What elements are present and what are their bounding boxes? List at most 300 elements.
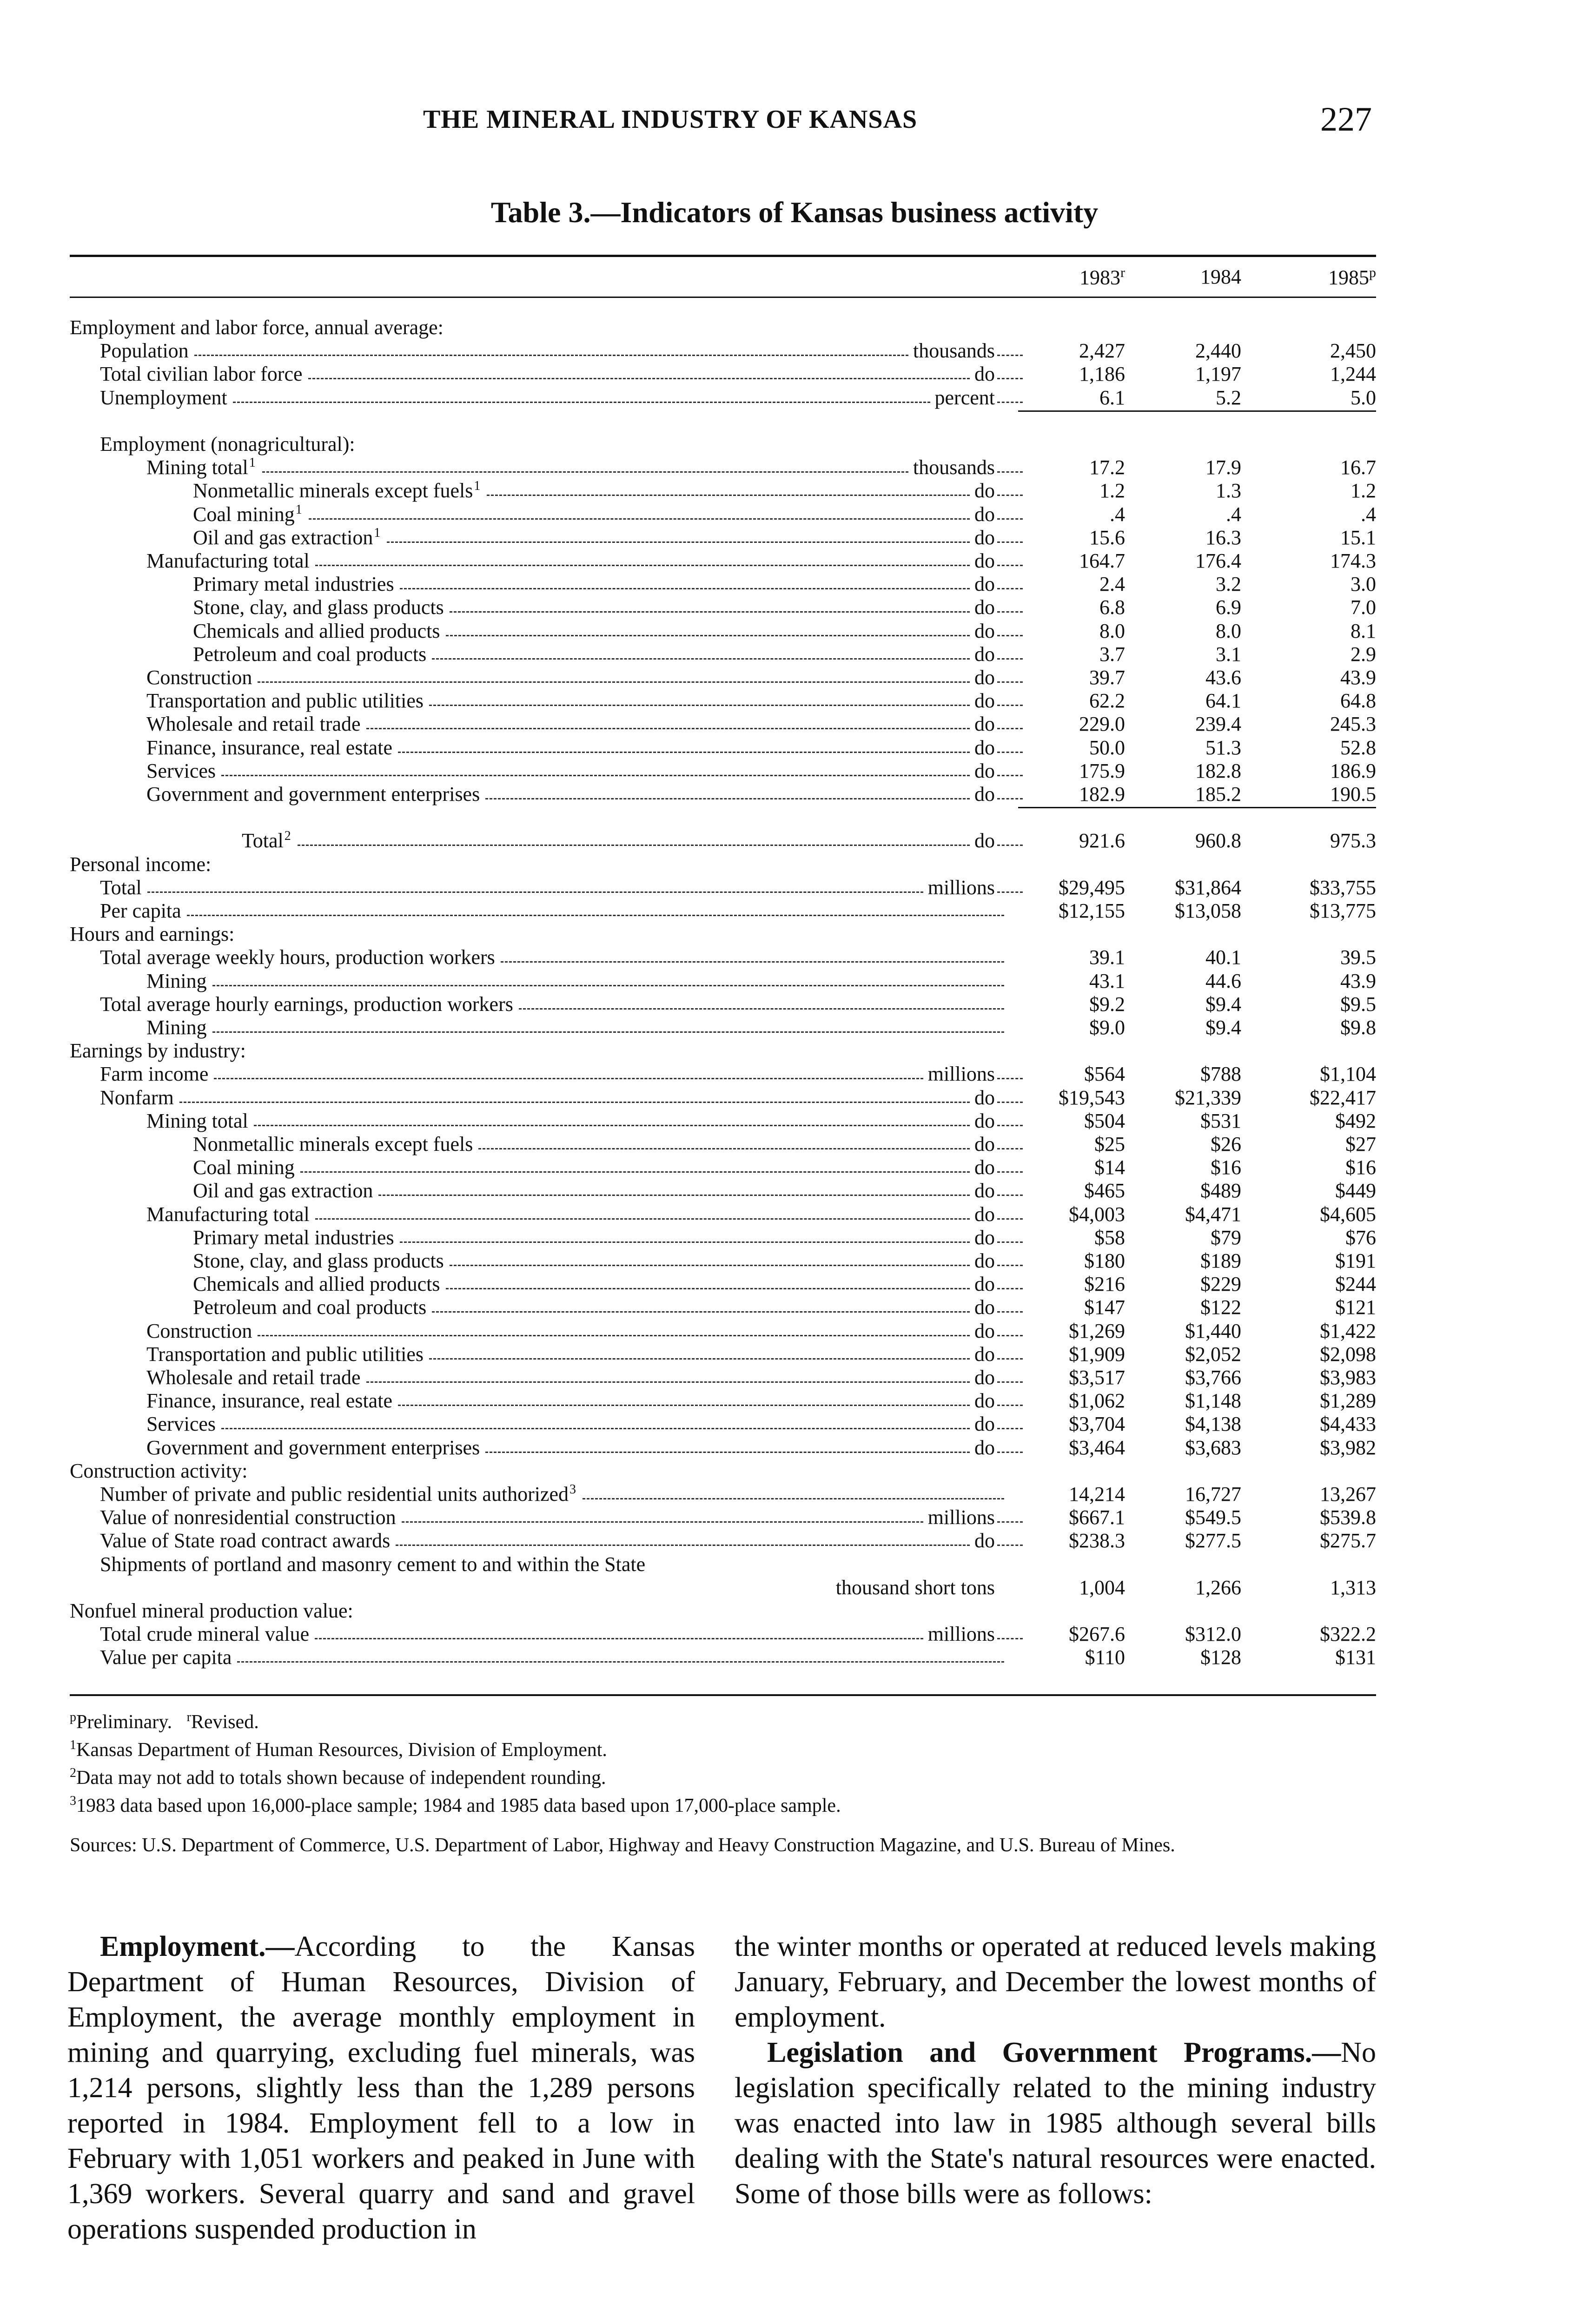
row-label: Wholesale and retail trade — [146, 1366, 361, 1389]
leader-dots — [262, 456, 908, 473]
row-unit: do — [974, 736, 995, 759]
row-unit: do — [974, 573, 995, 596]
leader-dots — [997, 689, 1023, 706]
row-value: $531 — [1200, 1109, 1241, 1132]
table-bottom-rule — [70, 1694, 1376, 1696]
row-label: Nonmetallic minerals except fuels — [193, 479, 473, 502]
row-label: Nonfuel mineral production value: — [70, 1599, 353, 1622]
running-header — [0, 100, 1589, 142]
leader-dots — [997, 1343, 1023, 1360]
table-row — [70, 759, 1376, 783]
row-unit: millions — [927, 1063, 995, 1086]
row-value: 174.3 — [1330, 549, 1376, 572]
leader-dots — [300, 1156, 970, 1173]
row-value: $22,417 — [1310, 1086, 1376, 1109]
table-row — [70, 1529, 1376, 1552]
row-value: 3.1 — [1216, 642, 1241, 666]
row-label: Oil and gas extraction — [193, 526, 373, 549]
row-label: Coal mining — [193, 502, 295, 526]
row-label: Value of nonresidential construction — [100, 1506, 396, 1529]
legislation-paragraph — [735, 2035, 1376, 2212]
row-value: $131 — [1335, 1646, 1376, 1669]
table-row — [70, 433, 1376, 456]
table-row — [70, 1133, 1376, 1156]
leader-dots — [997, 1436, 1023, 1453]
table-row — [70, 1483, 1376, 1506]
row-value: 39.5 — [1340, 946, 1376, 969]
row-value: $1,422 — [1320, 1319, 1376, 1342]
row-label: Stone, clay, and glass products — [193, 596, 444, 619]
table-row — [70, 1320, 1376, 1343]
leader-dots — [478, 1133, 970, 1149]
table-row — [70, 1506, 1376, 1529]
leader-dots — [485, 1436, 970, 1453]
table-row — [70, 1203, 1376, 1226]
row-value: 2,440 — [1195, 339, 1241, 363]
leader-dots — [997, 573, 1023, 589]
row-value: 176.4 — [1195, 549, 1241, 572]
table-row — [70, 596, 1376, 619]
leader-dots — [258, 666, 970, 683]
row-value: 1,197 — [1195, 363, 1241, 386]
table-row — [70, 1436, 1376, 1459]
row-value: $3,982 — [1320, 1436, 1376, 1459]
row-value: $14 — [1094, 1156, 1125, 1179]
row-value: $4,471 — [1185, 1202, 1241, 1226]
leader-dots — [315, 1203, 970, 1220]
leader-dots — [997, 643, 1023, 660]
leader-dots — [997, 456, 1023, 473]
row-value: 1,266 — [1195, 1576, 1241, 1599]
column-mark: p — [1369, 265, 1376, 280]
row-unit: thousand short tons — [835, 1576, 995, 1599]
leader-dots — [237, 1646, 1004, 1663]
table-row — [70, 736, 1376, 759]
table-top-rule — [70, 255, 1376, 257]
leader-dots — [400, 573, 970, 589]
leader-dots — [997, 1179, 1023, 1196]
row-value: 2.9 — [1351, 642, 1376, 666]
leader-dots — [997, 783, 1023, 799]
table-row — [70, 1296, 1376, 1319]
row-value: 1,244 — [1330, 363, 1376, 386]
column-header-1985 — [1283, 265, 1376, 290]
row-value: 5.0 — [1351, 386, 1376, 409]
leader-dots — [997, 829, 1023, 846]
leader-dots — [429, 1343, 970, 1360]
row-label: Total average hourly earnings, production workers — [100, 992, 513, 1016]
footnote-mark: 3 — [70, 1794, 76, 1808]
row-value: $9.2 — [1089, 992, 1125, 1016]
leader-dots — [997, 1156, 1023, 1173]
row-value: $3,983 — [1320, 1366, 1376, 1389]
row-unit: do — [974, 1133, 995, 1155]
row-label: Oil and gas extraction — [193, 1179, 373, 1202]
row-value: $191 — [1335, 1249, 1376, 1272]
table-header-rule — [70, 297, 1376, 298]
row-label: Stone, clay, and glass products — [193, 1249, 444, 1272]
leader-dots — [450, 596, 970, 613]
leader-dots — [212, 1016, 1004, 1033]
row-unit: millions — [927, 1506, 995, 1529]
table-row — [70, 1389, 1376, 1413]
row-value: 64.1 — [1205, 689, 1241, 713]
row-value: $33,755 — [1310, 876, 1376, 899]
row-value: $128 — [1200, 1646, 1241, 1669]
row-value: $216 — [1084, 1273, 1125, 1296]
row-value: $539.8 — [1320, 1506, 1376, 1529]
table-row — [70, 1599, 1376, 1623]
row-label: Population — [100, 339, 189, 363]
table-row — [70, 689, 1376, 713]
table-row — [70, 620, 1376, 643]
row-value: 43.9 — [1340, 666, 1376, 689]
row-unit: do — [974, 502, 995, 526]
leader-dots — [429, 689, 970, 706]
row-value: $465 — [1084, 1179, 1125, 1202]
row-unit: do — [974, 1202, 995, 1226]
row-value: 245.3 — [1330, 713, 1376, 736]
footnote-mark: 2 — [70, 1766, 76, 1780]
row-label: Petroleum and coal products — [193, 1296, 427, 1319]
leader-dots — [308, 363, 970, 379]
row-value: $667.1 — [1069, 1506, 1125, 1529]
sources-note: Sources: U.S. Department of Commerce, U.S. Department of Labor, Highway and Heavy Construction Magazine, and U.S. Bureau of Mines. — [70, 1835, 1175, 1856]
row-unit: do — [974, 363, 995, 386]
row-unit: do — [974, 479, 995, 502]
row-value: 6.1 — [1099, 386, 1125, 409]
leader-dots — [583, 1483, 1004, 1499]
row-unit: do — [974, 1436, 995, 1459]
row-unit: do — [974, 666, 995, 689]
row-value: 39.7 — [1089, 666, 1125, 689]
row-value: $9.0 — [1089, 1016, 1125, 1039]
row-value: 190.5 — [1330, 783, 1376, 805]
row-label: Coal mining — [193, 1156, 295, 1179]
leader-dots — [398, 736, 970, 753]
row-value: $58 — [1094, 1226, 1125, 1249]
leader-dots — [997, 479, 1023, 496]
row-value: 51.3 — [1205, 736, 1241, 759]
column-year: 1984 — [1200, 265, 1241, 288]
leader-dots — [179, 1086, 970, 1103]
footnote-mark: 1 — [70, 1738, 76, 1752]
table-row — [70, 666, 1376, 689]
leader-dots — [997, 1320, 1023, 1336]
row-unit: do — [974, 1226, 995, 1249]
row-value: $29,495 — [1059, 876, 1125, 899]
table-row — [70, 503, 1376, 526]
leader-dots — [997, 1226, 1023, 1243]
row-value: 975.3 — [1330, 829, 1376, 852]
row-unit: do — [974, 1319, 995, 1342]
row-unit: thousands — [913, 456, 995, 479]
leader-dots — [997, 1063, 1023, 1079]
row-unit: thousands — [913, 339, 995, 363]
table-row — [70, 1459, 1376, 1483]
row-value: 8.1 — [1351, 619, 1376, 642]
leader-dots — [485, 783, 970, 799]
row-label: Transportation and public utilities — [146, 1342, 424, 1366]
row-value: .4 — [1361, 502, 1376, 526]
footnotes — [70, 1706, 1376, 1817]
row-label: Hours and earnings: — [70, 923, 235, 946]
legislation-text: No legislation specifically related to the mining industry was enacted into law in 1985 although several bills dealing with the State's natural resources were enacted. Some of those bills were as follows: — [735, 2037, 1376, 2210]
column-year: 1983 — [1079, 266, 1120, 289]
row-value: $277.5 — [1185, 1529, 1241, 1552]
row-value: $492 — [1335, 1109, 1376, 1132]
row-value: $267.6 — [1069, 1623, 1125, 1646]
row-value: 6.8 — [1099, 596, 1125, 619]
table-row — [70, 1413, 1376, 1436]
leader-dots — [212, 970, 1004, 986]
row-label: Number of private and public residential units authorized — [100, 1483, 569, 1505]
leader-dots — [309, 503, 970, 520]
row-value: $2,098 — [1320, 1342, 1376, 1366]
row-label: Employment and labor force, annual average: — [70, 316, 444, 339]
table-row — [70, 1366, 1376, 1389]
row-label: Earnings by industry: — [70, 1039, 246, 1063]
row-unit: do — [974, 1296, 995, 1319]
table-row — [70, 1016, 1376, 1039]
row-label: Total — [100, 876, 142, 899]
leader-dots — [398, 1389, 970, 1406]
row-value: 16.3 — [1205, 526, 1241, 549]
row-value: $76 — [1345, 1226, 1376, 1249]
table-row — [70, 456, 1376, 479]
row-value: 7.0 — [1351, 596, 1376, 619]
row-unit: do — [974, 1249, 995, 1272]
row-value: 2.4 — [1099, 573, 1125, 596]
row-unit: do — [974, 1413, 995, 1436]
row-unit: do — [974, 1389, 995, 1413]
row-value: $19,543 — [1059, 1086, 1125, 1109]
row-value: $4,433 — [1320, 1413, 1376, 1436]
row-label: Transportation and public utilities — [146, 689, 424, 713]
leader-dots — [997, 620, 1023, 636]
footnote-mark: p — [70, 1710, 76, 1724]
leader-dots — [315, 1623, 923, 1639]
leader-dots — [254, 1109, 970, 1126]
leader-dots — [997, 1506, 1023, 1523]
table-row — [70, 1576, 1376, 1599]
row-label: Per capita — [100, 899, 181, 922]
row-value: 3.0 — [1351, 573, 1376, 596]
leader-dots — [315, 549, 970, 566]
row-label: Personal income: — [70, 852, 212, 876]
row-label: Manufacturing total — [146, 549, 310, 572]
employment-heading: Employment.— — [100, 1931, 295, 1962]
row-label: Construction — [146, 1319, 252, 1342]
row-value: 40.1 — [1205, 946, 1241, 969]
leader-dots — [487, 479, 970, 496]
row-value: 8.0 — [1099, 619, 1125, 642]
row-note-mark: 1 — [249, 456, 256, 470]
row-value: 43.9 — [1340, 969, 1376, 992]
table-row — [70, 573, 1376, 596]
table-row — [70, 1646, 1376, 1669]
row-value: 175.9 — [1079, 759, 1125, 782]
row-value: $312.0 — [1185, 1623, 1241, 1646]
row-value: $275.7 — [1320, 1529, 1376, 1552]
table-row — [70, 1063, 1376, 1086]
row-label: Value of State road contract awards — [100, 1529, 391, 1552]
row-label: Mining total — [146, 1109, 248, 1132]
row-value: $3,766 — [1185, 1366, 1241, 1389]
row-unit: do — [974, 713, 995, 736]
row-value: 182.8 — [1195, 759, 1241, 782]
row-value: $31,864 — [1175, 876, 1241, 899]
row-value: $189 — [1200, 1249, 1241, 1272]
row-label: Shipments of portland and masonry cement to and within the State — [100, 1552, 646, 1576]
row-unit: do — [974, 1529, 995, 1552]
leader-dots — [396, 1529, 970, 1546]
row-value: 50.0 — [1089, 736, 1125, 759]
row-value: 16,727 — [1185, 1483, 1241, 1505]
row-unit: do — [974, 596, 995, 619]
row-label: Primary metal industries — [193, 1226, 394, 1249]
row-value: 1,313 — [1330, 1576, 1376, 1599]
row-value: $3,464 — [1069, 1436, 1125, 1459]
table-row — [70, 970, 1376, 993]
row-unit: do — [974, 1342, 995, 1366]
row-unit: do — [974, 689, 995, 713]
leader-dots — [194, 339, 908, 356]
leader-dots — [387, 526, 970, 543]
row-value: $121 — [1335, 1296, 1376, 1319]
leader-dots — [501, 946, 1004, 963]
running-title: THE MINERAL INDUSTRY OF KANSAS — [423, 105, 918, 134]
leader-dots — [366, 713, 970, 729]
leader-dots — [432, 1296, 970, 1313]
table-row — [70, 1623, 1376, 1646]
table-row — [70, 409, 1376, 433]
row-value: $3,683 — [1185, 1436, 1241, 1459]
row-label: Finance, insurance, real estate — [146, 1389, 392, 1413]
table-title: Table 3.—Indicators of Kansas business activity — [490, 196, 1099, 229]
row-value: 43.6 — [1205, 666, 1241, 689]
row-value: $16 — [1345, 1156, 1376, 1179]
leader-dots — [997, 1623, 1023, 1639]
leader-dots — [233, 386, 930, 403]
footnote — [70, 1789, 1376, 1817]
row-note-mark: 3 — [569, 1482, 576, 1497]
leader-dots — [366, 1366, 970, 1383]
row-value: $13,775 — [1310, 899, 1376, 922]
continuation-paragraph: the winter months or operated at reduced levels making January, February, and December the lowest months of employment. — [735, 1931, 1376, 2033]
row-value: 62.2 — [1089, 689, 1125, 713]
row-value: 6.9 — [1216, 596, 1241, 619]
leader-dots — [997, 549, 1023, 566]
row-label: Services — [146, 1413, 216, 1436]
leader-dots — [997, 1133, 1023, 1149]
row-value: 52.8 — [1340, 736, 1376, 759]
row-label: Mining — [146, 969, 207, 992]
table-row — [70, 713, 1376, 736]
footnote-text: 1983 data based upon 16,000-place sample; 1984 and 1985 data based upon 17,000-place sample. — [76, 1795, 841, 1816]
row-value: 3.2 — [1216, 573, 1241, 596]
body-column-left — [67, 1929, 695, 2247]
leader-dots — [997, 1529, 1023, 1546]
body-column-right — [735, 1929, 1376, 2212]
row-value: $3,517 — [1069, 1366, 1125, 1389]
row-value: $26 — [1211, 1133, 1241, 1155]
row-note-mark: 2 — [284, 829, 291, 844]
column-mark: r — [1120, 265, 1125, 280]
leader-dots — [997, 386, 1023, 403]
employment-paragraph — [67, 1929, 695, 2247]
table-row — [70, 829, 1376, 852]
leader-dots — [997, 1273, 1023, 1289]
row-label: Mining — [146, 1016, 207, 1039]
footnote — [70, 1734, 1376, 1762]
row-value: 44.6 — [1205, 969, 1241, 992]
row-value: $147 — [1084, 1296, 1125, 1319]
row-value: 13,267 — [1320, 1483, 1376, 1505]
row-label: Mining total — [146, 456, 248, 479]
row-note-mark: 1 — [474, 479, 481, 494]
row-value: $110 — [1085, 1646, 1125, 1669]
table-row — [70, 549, 1376, 573]
row-value: $1,440 — [1185, 1319, 1241, 1342]
row-unit: do — [974, 526, 995, 549]
row-value: 39.1 — [1089, 946, 1125, 969]
table-row — [70, 526, 1376, 549]
row-label: Nonmetallic minerals except fuels — [193, 1133, 473, 1155]
table-row — [70, 1179, 1376, 1202]
leader-dots — [997, 1203, 1023, 1220]
row-value: $1,148 — [1185, 1389, 1241, 1413]
row-label: Finance, insurance, real estate — [146, 736, 392, 759]
table-row — [70, 1249, 1376, 1273]
row-value: $244 — [1335, 1273, 1376, 1296]
legislation-heading: Legislation and Government Programs.— — [767, 2037, 1341, 2068]
leader-dots — [147, 876, 923, 893]
row-value: $27 — [1345, 1133, 1376, 1155]
row-value: $12,155 — [1059, 899, 1125, 922]
row-value: 64.8 — [1340, 689, 1376, 713]
leader-dots — [997, 339, 1023, 356]
row-value: 960.8 — [1195, 829, 1241, 852]
leader-dots — [997, 1086, 1023, 1103]
leader-dots — [446, 620, 970, 636]
row-value: $1,269 — [1069, 1319, 1125, 1342]
leader-dots — [997, 596, 1023, 613]
row-value: 17.9 — [1205, 456, 1241, 479]
leader-dots — [997, 1296, 1023, 1313]
table-row — [70, 479, 1376, 502]
row-unit: do — [974, 783, 995, 805]
leader-dots — [997, 1413, 1023, 1429]
leader-dots — [214, 1063, 923, 1079]
table-row — [70, 993, 1376, 1016]
table-row — [70, 1553, 1376, 1576]
table-row — [70, 363, 1376, 386]
row-value: 3.7 — [1099, 642, 1125, 666]
row-value: $25 — [1094, 1133, 1125, 1155]
row-value: $1,062 — [1069, 1389, 1125, 1413]
table-row — [70, 339, 1376, 363]
leader-dots — [997, 666, 1023, 683]
row-value: $1,104 — [1320, 1063, 1376, 1086]
row-value: 1,004 — [1079, 1576, 1125, 1599]
row-label: Chemicals and allied products — [193, 619, 440, 642]
employment-text: According to the Kansas Department of Human Resources, Division of Employment, the average monthly employment in mining and quarrying, excluding fuel minerals, was 1,214 persons, slightly less than the 1,289 persons reported in 1984. Employment fell to a low in February with 1,051 workers and peaked in June with 1,369 workers. Several quarry and sand and gravel operations suspended production in — [67, 1931, 695, 2245]
leader-dots — [258, 1320, 970, 1336]
row-value: $79 — [1211, 1226, 1241, 1249]
row-label: Nonfarm — [100, 1086, 174, 1109]
row-note-mark: 1 — [295, 502, 302, 517]
